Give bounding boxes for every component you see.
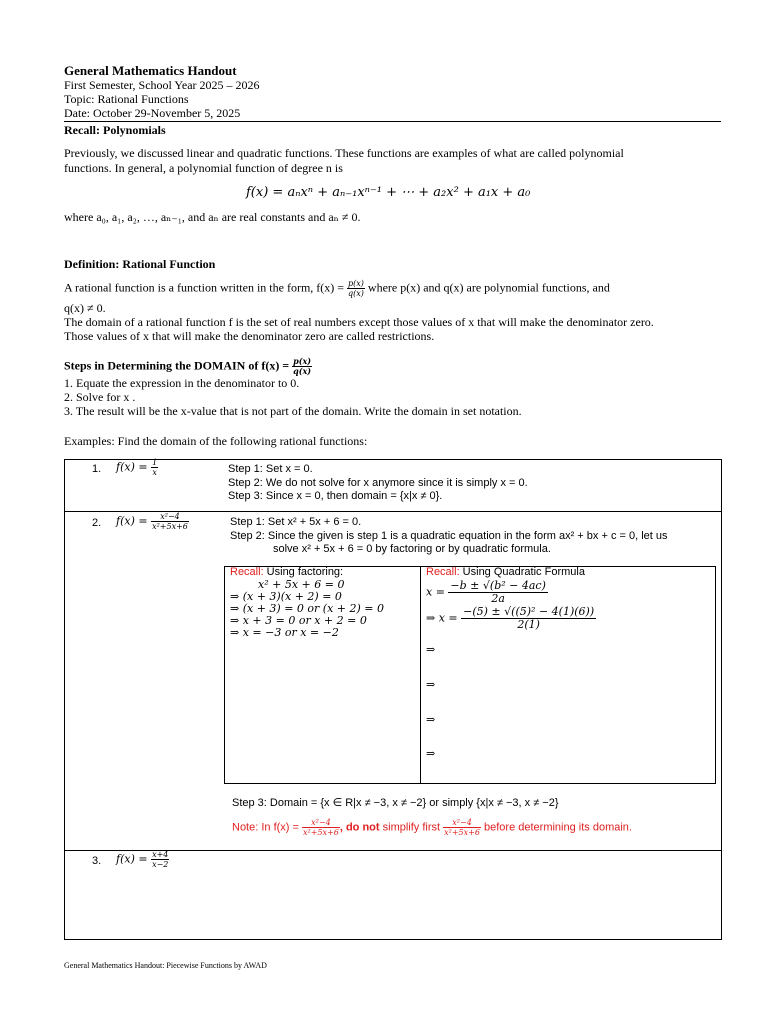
example-2-f-label: f(x) = <box>116 514 148 528</box>
steps-heading-text: Steps in Determining the DOMAIN of f(x) = <box>64 358 290 373</box>
steps-heading <box>64 357 312 376</box>
quadratic-substitution-fraction <box>461 606 596 631</box>
definition-line1-pre: A rational function is a function written in the form, f(x) = <box>64 280 345 295</box>
quadratic-formula-numerator: −b ± √(b² − 4ac) <box>450 579 546 592</box>
factoring-line-2: ⇒ (x + 3)(x + 2) = 0 <box>230 590 342 603</box>
example-2-denominator: x²+5x+6 <box>152 522 188 531</box>
example-1-step2: Step 2: We do not solve for x anymore since it is simply x = 0. <box>228 477 528 489</box>
document-title: General Mathematics Handout <box>64 63 237 78</box>
example-2-function <box>116 512 189 531</box>
example-1-number: 1. <box>92 463 102 475</box>
step-item-1: 1. Equate the expression in the denominator to 0. <box>64 376 300 390</box>
example-2-step1: Step 1: Set x² + 5x + 6 = 0. <box>230 516 362 528</box>
definition-line3: The domain of a rational function f is the set of real numbers except those values of x that will make the denominator zero. <box>64 315 654 329</box>
quadratic-arrow-2: ⇒ <box>426 678 436 691</box>
example-1-step3: Step 3: Since x = 0, then domain = {x|x ≠ 0}. <box>228 490 443 502</box>
example-2-number: 2. <box>92 517 102 529</box>
note-fraction-2-denominator: x²+5x+6 <box>444 828 480 837</box>
note-fraction-1-denominator: x²+5x+6 <box>303 828 339 837</box>
example-1-step1: Step 1: Set x = 0. <box>228 463 313 475</box>
example-1-denominator: x <box>152 468 157 477</box>
note-prefix: Note: In f(x) = <box>232 821 299 834</box>
step-item-3: 3. The result will be the x-value that is not part of the domain. Write the domain in set notation. <box>64 404 522 418</box>
definition-line4: Those values of x that will make the denominator zero are called restrictions. <box>64 329 435 343</box>
quadratic-arrow-3: ⇒ <box>426 713 436 726</box>
date-line: Date: October 29-November 5, 2025 <box>64 106 241 120</box>
quadratic-arrow-4: ⇒ <box>426 747 436 760</box>
steps-pq-numerator: p(x) <box>293 356 312 366</box>
polynomial-constants-note: where a₀, a₁, a₂, …, aₙ₋₁, and aₙ are real constants and aₙ ≠ 0. <box>64 210 361 224</box>
factoring-title-text: Using factoring: <box>263 566 344 578</box>
definition-line2: q(x) ≠ 0. <box>64 301 106 315</box>
topic-line: Topic: Rational Functions <box>64 92 189 106</box>
quadratic-substitution-denominator: 2(1) <box>517 618 540 631</box>
example-1-function <box>116 458 158 477</box>
example-1-fraction <box>151 458 158 477</box>
example-3-denominator: x−2 <box>152 860 169 869</box>
factoring-line-3: ⇒ (x + 3) = 0 or (x + 2) = 0 <box>230 602 384 615</box>
definition-heading: Definition: Rational Function <box>64 257 216 271</box>
quadratic-title-text: Using Quadratic Formula <box>459 566 585 578</box>
example-1-numerator: 1 <box>152 458 158 467</box>
example-2-note <box>232 818 632 837</box>
example-2-fraction <box>151 512 189 531</box>
solution-methods-divider <box>420 566 421 784</box>
example-2-step2-line2: solve x² + 5x + 6 = 0 by factoring or by quadratic formula. <box>273 543 551 555</box>
note-do-not: , do not <box>339 821 380 834</box>
quadratic-arrow-1: ⇒ <box>426 643 436 656</box>
factoring-recall-label: Recall: <box>230 566 264 578</box>
factoring-line-1: x² + 5x + 6 = 0 <box>258 578 345 591</box>
factoring-line-5: ⇒ x = −3 or x = −2 <box>230 626 339 639</box>
note-fraction-1 <box>302 818 340 837</box>
example-2-numerator: x²−4 <box>151 512 189 522</box>
recall-heading: Recall: Polynomials <box>64 123 166 137</box>
steps-pq-denominator: q(x) <box>293 366 312 376</box>
quadratic-substitution-lhs: ⇒ x = <box>426 611 458 625</box>
note-fraction-1-numerator: x²−4 <box>302 818 340 828</box>
note-simplify-first: simplify first <box>379 821 441 834</box>
recall-paragraph-line1: Previously, we discussed linear and quadratic functions. These functions are examples of what are called polynomial <box>64 146 624 160</box>
example-3-number: 3. <box>92 855 102 867</box>
quadratic-formula-lhs: x = <box>426 585 445 599</box>
page-footer: General Mathematics Handout: Piecewise Functions by AWAD <box>64 961 267 970</box>
factoring-line-4: ⇒ x + 3 = 0 or x + 2 = 0 <box>230 614 367 627</box>
example-2-step2-line1: Step 2: Since the given is step 1 is a quadratic equation in the form ax² + bx + c = 0, let us <box>230 530 668 542</box>
definition-line1 <box>64 279 610 298</box>
quadratic-title <box>426 566 585 579</box>
example-3-fraction <box>151 850 169 869</box>
quadratic-formula-denominator: 2a <box>491 592 505 605</box>
definition-line1-post: where p(x) and q(x) are polynomial functions, and <box>367 280 610 295</box>
pq-numerator: p(x) <box>348 279 364 288</box>
pq-denominator: q(x) <box>348 289 364 298</box>
note-suffix: before determining its domain. <box>480 821 632 834</box>
example-2-step3: Step 3: Domain = {x ∈ R|x ≠ −3, x ≠ −2} or simply {x|x ≠ −3, x ≠ −2} <box>232 797 559 809</box>
quadratic-substitution <box>426 606 596 631</box>
semester-line: First Semester, School Year 2025 – 2026 <box>64 78 260 92</box>
pq-fraction <box>347 279 365 298</box>
example-3-numerator: x+4 <box>152 850 169 859</box>
note-fraction-2 <box>443 818 481 837</box>
header-divider <box>64 121 721 122</box>
example-3-function <box>116 850 169 869</box>
quadratic-recall-label: Recall: <box>426 566 460 578</box>
quadratic-formula-fraction <box>448 580 547 605</box>
step-item-2: 2. Solve for x . <box>64 390 136 404</box>
example-3-f-label: f(x) = <box>116 852 148 866</box>
recall-paragraph-line2: functions. In general, a polynomial function of degree n is <box>64 161 343 175</box>
example-1-f-label: f(x) = <box>116 460 148 474</box>
quadratic-formula <box>426 580 548 605</box>
quadratic-substitution-numerator: −(5) ± √((5)² − 4(1)(6)) <box>463 605 595 618</box>
steps-pq-fraction <box>292 357 312 376</box>
note-fraction-2-numerator: x²−4 <box>443 818 481 828</box>
polynomial-formula: f(x) = aₙxⁿ + aₙ₋₁xⁿ⁻¹ + ⋯ + a₂x² + a₁x + a₀ <box>246 185 531 200</box>
examples-intro: Examples: Find the domain of the following rational functions: <box>64 434 368 448</box>
